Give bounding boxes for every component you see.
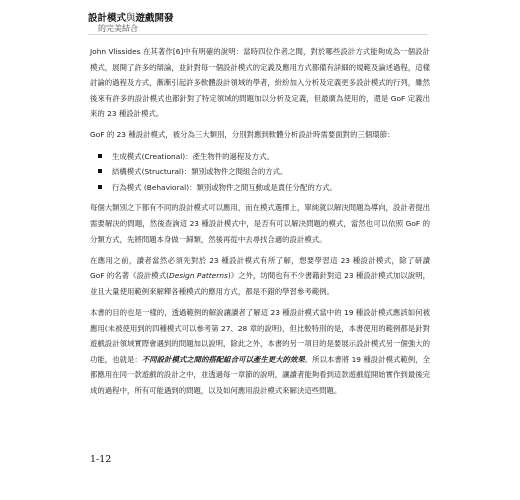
chapter-header-subtitle: 的完美結合: [98, 24, 138, 33]
book-title-italic: Design Patterns: [169, 271, 228, 281]
chapter-header-title: [88, 10, 174, 24]
page-number: 1-12: [90, 454, 112, 465]
list-item: [90, 180, 430, 196]
square-bullet-icon: [98, 169, 102, 173]
page-body: [90, 44, 430, 404]
paragraph-4-text-b: )》之外，坊間也有不少書籍針對這 23 種設計模式加以說明，並且大量使用範例來解釋各種模式的應用方式，都是不錯的學習參考範例。: [90, 271, 431, 296]
list-item: [90, 164, 430, 180]
paragraph-3: 每個大類別之下都有不同的設計模式可以應用，而在模式選擇上，單純就以解決問題為導向，設計者提出需要解決的問題，然後查詢這 23 種設計模式中，是否有可以解決問題的模式，當然也可以依照 GoF 的分類方式，先將問題本身做一歸類，然後再從中去尋找合適的設計模式。: [90, 203, 430, 244]
paragraph-5-text-b: 。所以本書將 19 種設計模式範例，全都應用在同一款遊戲的設計之中，並透過每一章節的說明，讓讀者能夠看到這款遊戲從開始實作到最後完成的過程中，所有可能遇到的問題，以及如何應用設計模式來解決這些問題。: [90, 354, 430, 395]
paragraph-2: GoF 的 23 種設計模式，被分為三大類別，分別對應到軟體分析設計時需要面對的三個環節：: [90, 130, 395, 140]
paragraph-4-text-a: 在應用之前，讀者當然必須先對於 23 種設計模式有所了解，想要學習這 23 種設計模式，除了研讀 GoF 的名著《設計模式(: [90, 255, 430, 281]
square-bullet-icon: [98, 185, 102, 189]
list-item-text: 行為模式 (Behavioral)：類別或物件之間互動或是責任分配的方式。: [112, 182, 337, 192]
square-bullet-icon: [98, 154, 102, 158]
paragraph-1: John Vlissides 在其著作[6]中有明確的說明：當時四位作者之間，對於哪些設計方式能夠成為一個設計模式，展開了許多的辯論，並針對每一個設計模式的定義及應用方式都備有詳細的規範及論述過程，這樣討論的過程及方式，漸漸引起許多軟體設計領域的學者，紛紛加入分析及定義更多設計模式的行列，雖然後來有許多的設計模式也都針對了特定領域的問題加以分析及定義，但最廣為使用的，還是 GoF 定義出來的 23 種設計模式。: [90, 47, 430, 119]
list-item-text: 生成模式(Creational)：產生物件的過程及方式。: [112, 151, 274, 161]
paragraph-5-text-a: 本書的目的也是一樣的，透過範例的解說讓讀者了解這 23 種設計模式當中的 19 種設計模式應該如何被應用(未被使用到的四種模式可以參考第 27、28 章的說明)，但比較特別的是，本書使用的範例都是針對遊戲設計領域實際會遇到的問題加以說明，除此之外，本書的另一項目的是要展示設計模式另一個強大的功能，也就是：: [90, 307, 430, 364]
list-item: [90, 149, 430, 165]
header-title-part1: 設計模式: [88, 13, 127, 24]
paragraph-4: [90, 253, 430, 300]
header-title-part2: 遊戲開發: [135, 13, 174, 24]
header-title-sep: 與: [126, 13, 136, 24]
emphasis-text: 不同設計模式之間的搭配組合可以產生更大的效果: [141, 354, 305, 364]
pattern-category-list: [90, 149, 430, 196]
header-divider: [88, 34, 428, 35]
list-item-text: 結構模式(Structural)：類別或物件之間組合的方式。: [112, 167, 288, 177]
paragraph-5: [90, 305, 430, 399]
